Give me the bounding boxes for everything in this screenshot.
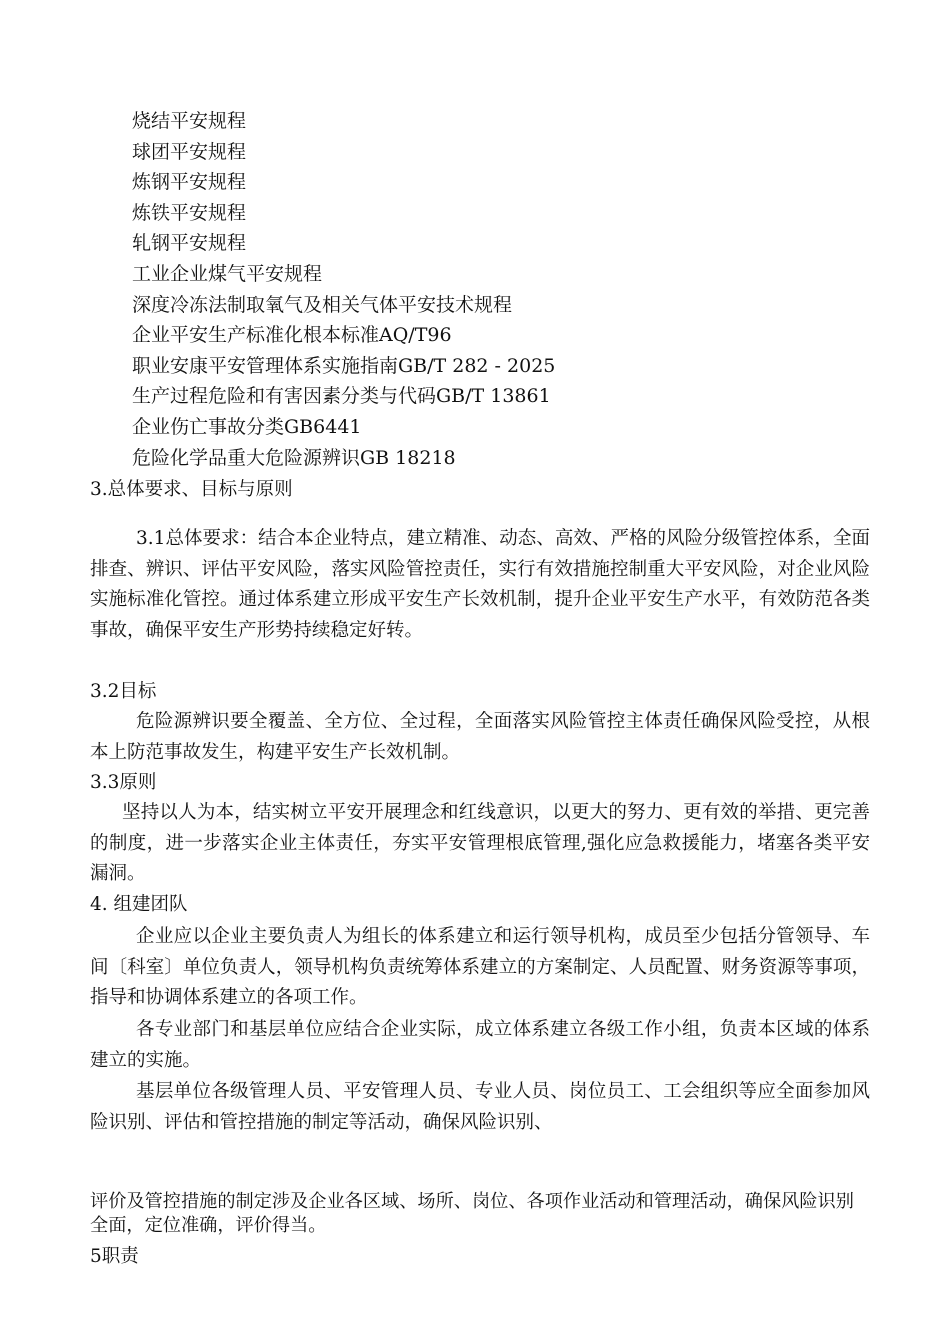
section-3-2-block <box>90 707 870 768</box>
section-4-paragraph-3: 基层单位各级管理人员、平安管理人员、专业人员、岗位员工、工会组织等应全面参加风险识别、评估和管控措施的制定等活动，确保风险识别、 <box>90 1081 870 1133</box>
section-3-heading-block <box>90 475 870 505</box>
section-3-2-heading-block <box>90 677 870 707</box>
section-3-heading: 3.总体要求、目标与原则 <box>90 479 293 500</box>
section-4-heading: 4. 组建团队 <box>90 894 188 915</box>
standards-list <box>132 106 892 473</box>
list-item: 轧钢平安规程 <box>132 232 247 255</box>
section-3-3-heading-block <box>90 768 870 798</box>
section-4-heading-block <box>90 890 870 920</box>
list-item: 职业安康平安管理体系实施指南GB/T 282 - 2025 <box>132 354 556 377</box>
section-5-heading: 5职责 <box>90 1246 139 1267</box>
section-4-paragraph-1: 企业应以企业主要负责人为组长的体系建立和运行领导机构，成员至少包括分管领导、车间〔科室〕单位负责人，领导机构负责统筹体系建立的方案制定、人员配置、财务资源等事项，指导和协调体系建立的各项工作。 <box>90 926 870 1008</box>
section-3-3-heading: 3.3原则 <box>90 772 157 793</box>
list-item: 炼钢平安规程 <box>132 171 247 194</box>
list-item: 烧结平安规程 <box>132 110 247 132</box>
section-3-2-paragraph: 危险源辨识要全覆盖、全方位、全过程，全面落实风险管控主体责任确保风险受控，从根本上防范事故发生，构建平安生产长效机制。 <box>90 711 870 763</box>
list-item: 球团平安规程 <box>132 140 247 163</box>
list-item: 炼铁平安规程 <box>132 201 247 224</box>
section-5-heading-block <box>90 1242 870 1272</box>
list-item: 危险化学品重大危险源辨识GB 18218 <box>132 446 456 469</box>
section-3-3-block <box>90 798 870 890</box>
section-3-3-paragraph: 坚持以人为本，结实树立平安开展理念和红线意识，以更大的努力、更有效的举措、更完善的制度，进一步落实企业主体责任，夯实平安管理根底管理,强化应急救援能力，堵塞各类平安漏洞。 <box>90 802 870 884</box>
list-item: 生产过程危险和有害因素分类与代码GB/T 13861 <box>132 385 551 408</box>
continuation-paragraph: 评价及管控措施的制定涉及企业各区域、场所、岗位、各项作业活动和管理活动，确保风险识别全面，定位准确，评价得当。 <box>90 1191 854 1236</box>
section-3-2-heading: 3.2目标 <box>90 681 157 702</box>
list-item: 企业伤亡事故分类GB6441 <box>132 415 362 438</box>
section-3-1-block <box>90 524 870 646</box>
list-item: 工业企业煤气平安规程 <box>132 262 323 285</box>
list-item: 深度冷冻法制取氧气及相关气体平安技术规程 <box>132 293 513 316</box>
section-4-p1-block <box>90 922 870 1014</box>
section-4-p3-block <box>90 1077 870 1138</box>
section-4-p2-block <box>90 1015 870 1076</box>
section-4-paragraph-2: 各专业部门和基层单位应结合企业实际，成立体系建立各级工作小组，负责本区域的体系建立的实施。 <box>90 1019 870 1071</box>
list-item: 企业平安生产标准化根本标准AQ/T96 <box>132 324 452 347</box>
section-3-1-paragraph: 3.1总体要求：结合本企业特点，建立精准、动态、高效、严格的风险分级管控体系，全面排查、辨识、评估平安风险，落实风险管控责任，实行有效措施控制重大平安风险，对企业风险实施标准化管控。通过体系建立形成平安生产长效机制，提升企业平安生产水平，有效防范各类事故，确保平安生产形势持续稳定好转。 <box>90 528 870 641</box>
continuation-block <box>90 1190 870 1238</box>
